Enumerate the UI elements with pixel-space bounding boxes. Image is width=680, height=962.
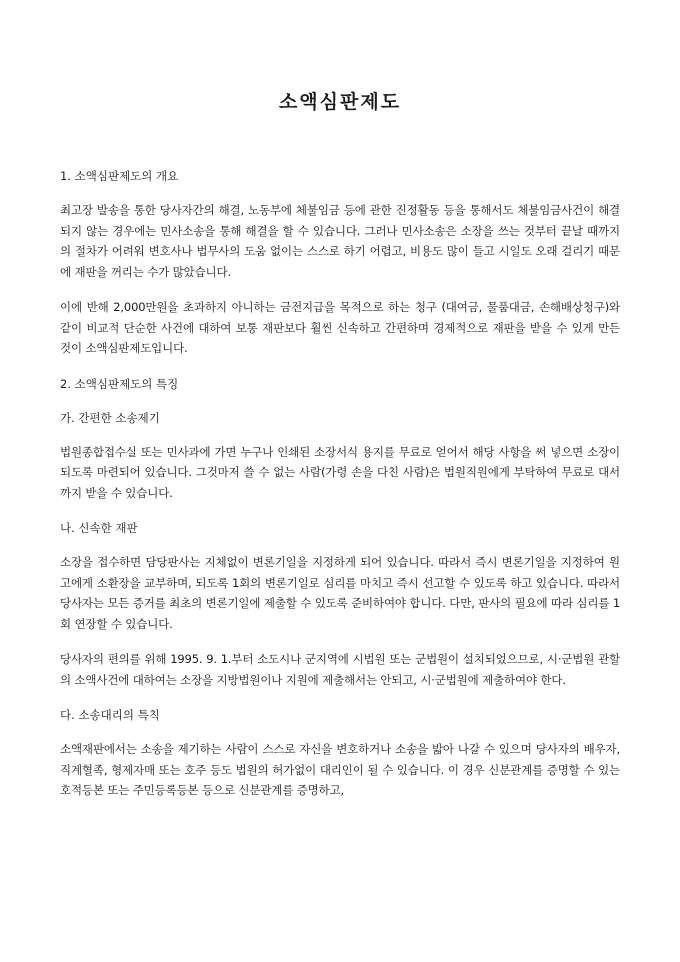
- subheading-agency-rules: 다. 소송대리의 특칙: [60, 708, 160, 722]
- paragraph-overview-1: 최고장 발송을 통한 당사자간의 해결, 노동부에 체불임금 등에 관한 진정활동 등을 통해서도 체불임금사건이 해결되지 않는 경우에는 민사소송을 통해 해결을 할 수 있습니다. 그러나 민사소송은 소장을 쓰는 것부터 끝날 때까지의 절차가 어려워 변호사나 법무사의 도움 없이는 스스로 하기 어렵고, 비용도 많이 들고 시일도 오래 걸리기 때문에 재판을 꺼리는 수가 많았습니다.: [60, 203, 620, 279]
- subheading-simple-filing: 가. 간편한 소송제기: [60, 410, 160, 425]
- paragraph-speedy-trial-1: 소장을 접수하면 담당판사는 지체없이 변론기일을 지정하게 되어 있습니다. 따라서 즉시 변론기일을 지정하여 원고에게 소환장을 교부하며, 되도록 1회의 변론기일로 심리를 마치고 즉시 선고할 수 있도록 하고 있습니다. 따라서 당사자는 모든 증거를 최초의 변론기일에 제출할 수 있도록 준비하여야 합니다. 다만, 판사의 필요에 따라 심리를 1회 연장할 수 있습니다.: [60, 555, 620, 631]
- document-title: 소액심판제도: [278, 91, 402, 113]
- paragraph-simple-filing: 법원종합접수실 또는 민사과에 가면 누구나 인쇄된 소장서식 용지를 무료로 얻어서 해당 사항을 써 넣으면 소장이 되도록 마련되어 있습니다. 그것마저 쓸 수 없는 사람(가령 손을 다친 사람)은 법원직원에게 부탁하여 무료로 대서까지 받을 수 있습니다.: [60, 444, 620, 500]
- section-heading-overview: 1. 소액심판제도의 개요: [60, 169, 179, 183]
- section-heading-features: 2. 소액심판제도의 특징: [60, 376, 179, 391]
- subheading-speedy-trial: 나. 신속한 재판: [60, 521, 138, 535]
- paragraph-agency-rules: 소액재판에서는 소송을 제기하는 사람이 스스로 자신을 변호하거나 소송을 밟아 나갈 수 있으며 당사자의 배우자, 직계혈족, 형제자매 또는 호주 등도 법원의 허가없이 대리인이 될 수 있습니다. 이 경우 신분관계를 증명할 수 있는 호적등본 또는 주민등록등본 등으로 신분관계를 증명하고,: [60, 742, 620, 797]
- paragraph-speedy-trial-2: 당사자의 편의를 위해 1995. 9. 1.부터 소도시나 군지역에 시법원 또는 군법원이 설치되었으므로, 시·군법원 관할의 소액사건에 대하여는 소장을 지방법원이나 지원에 제출해서는 안되고, 시·군법원에 제출하여야 한다.: [60, 652, 620, 687]
- paragraph-overview-2: 이에 반해 2,000만원을 초과하지 아니하는 금전지급을 목적으로 하는 청구 (대여금, 물품대금, 손해배상청구)와 같이 비교적 단순한 사건에 대하여 보통 재판보다 훨씬 신속하고 간편하며 경제적으로 재판을 받을 수 있게 만든 것이 소액심판제도입니다.: [60, 300, 620, 355]
